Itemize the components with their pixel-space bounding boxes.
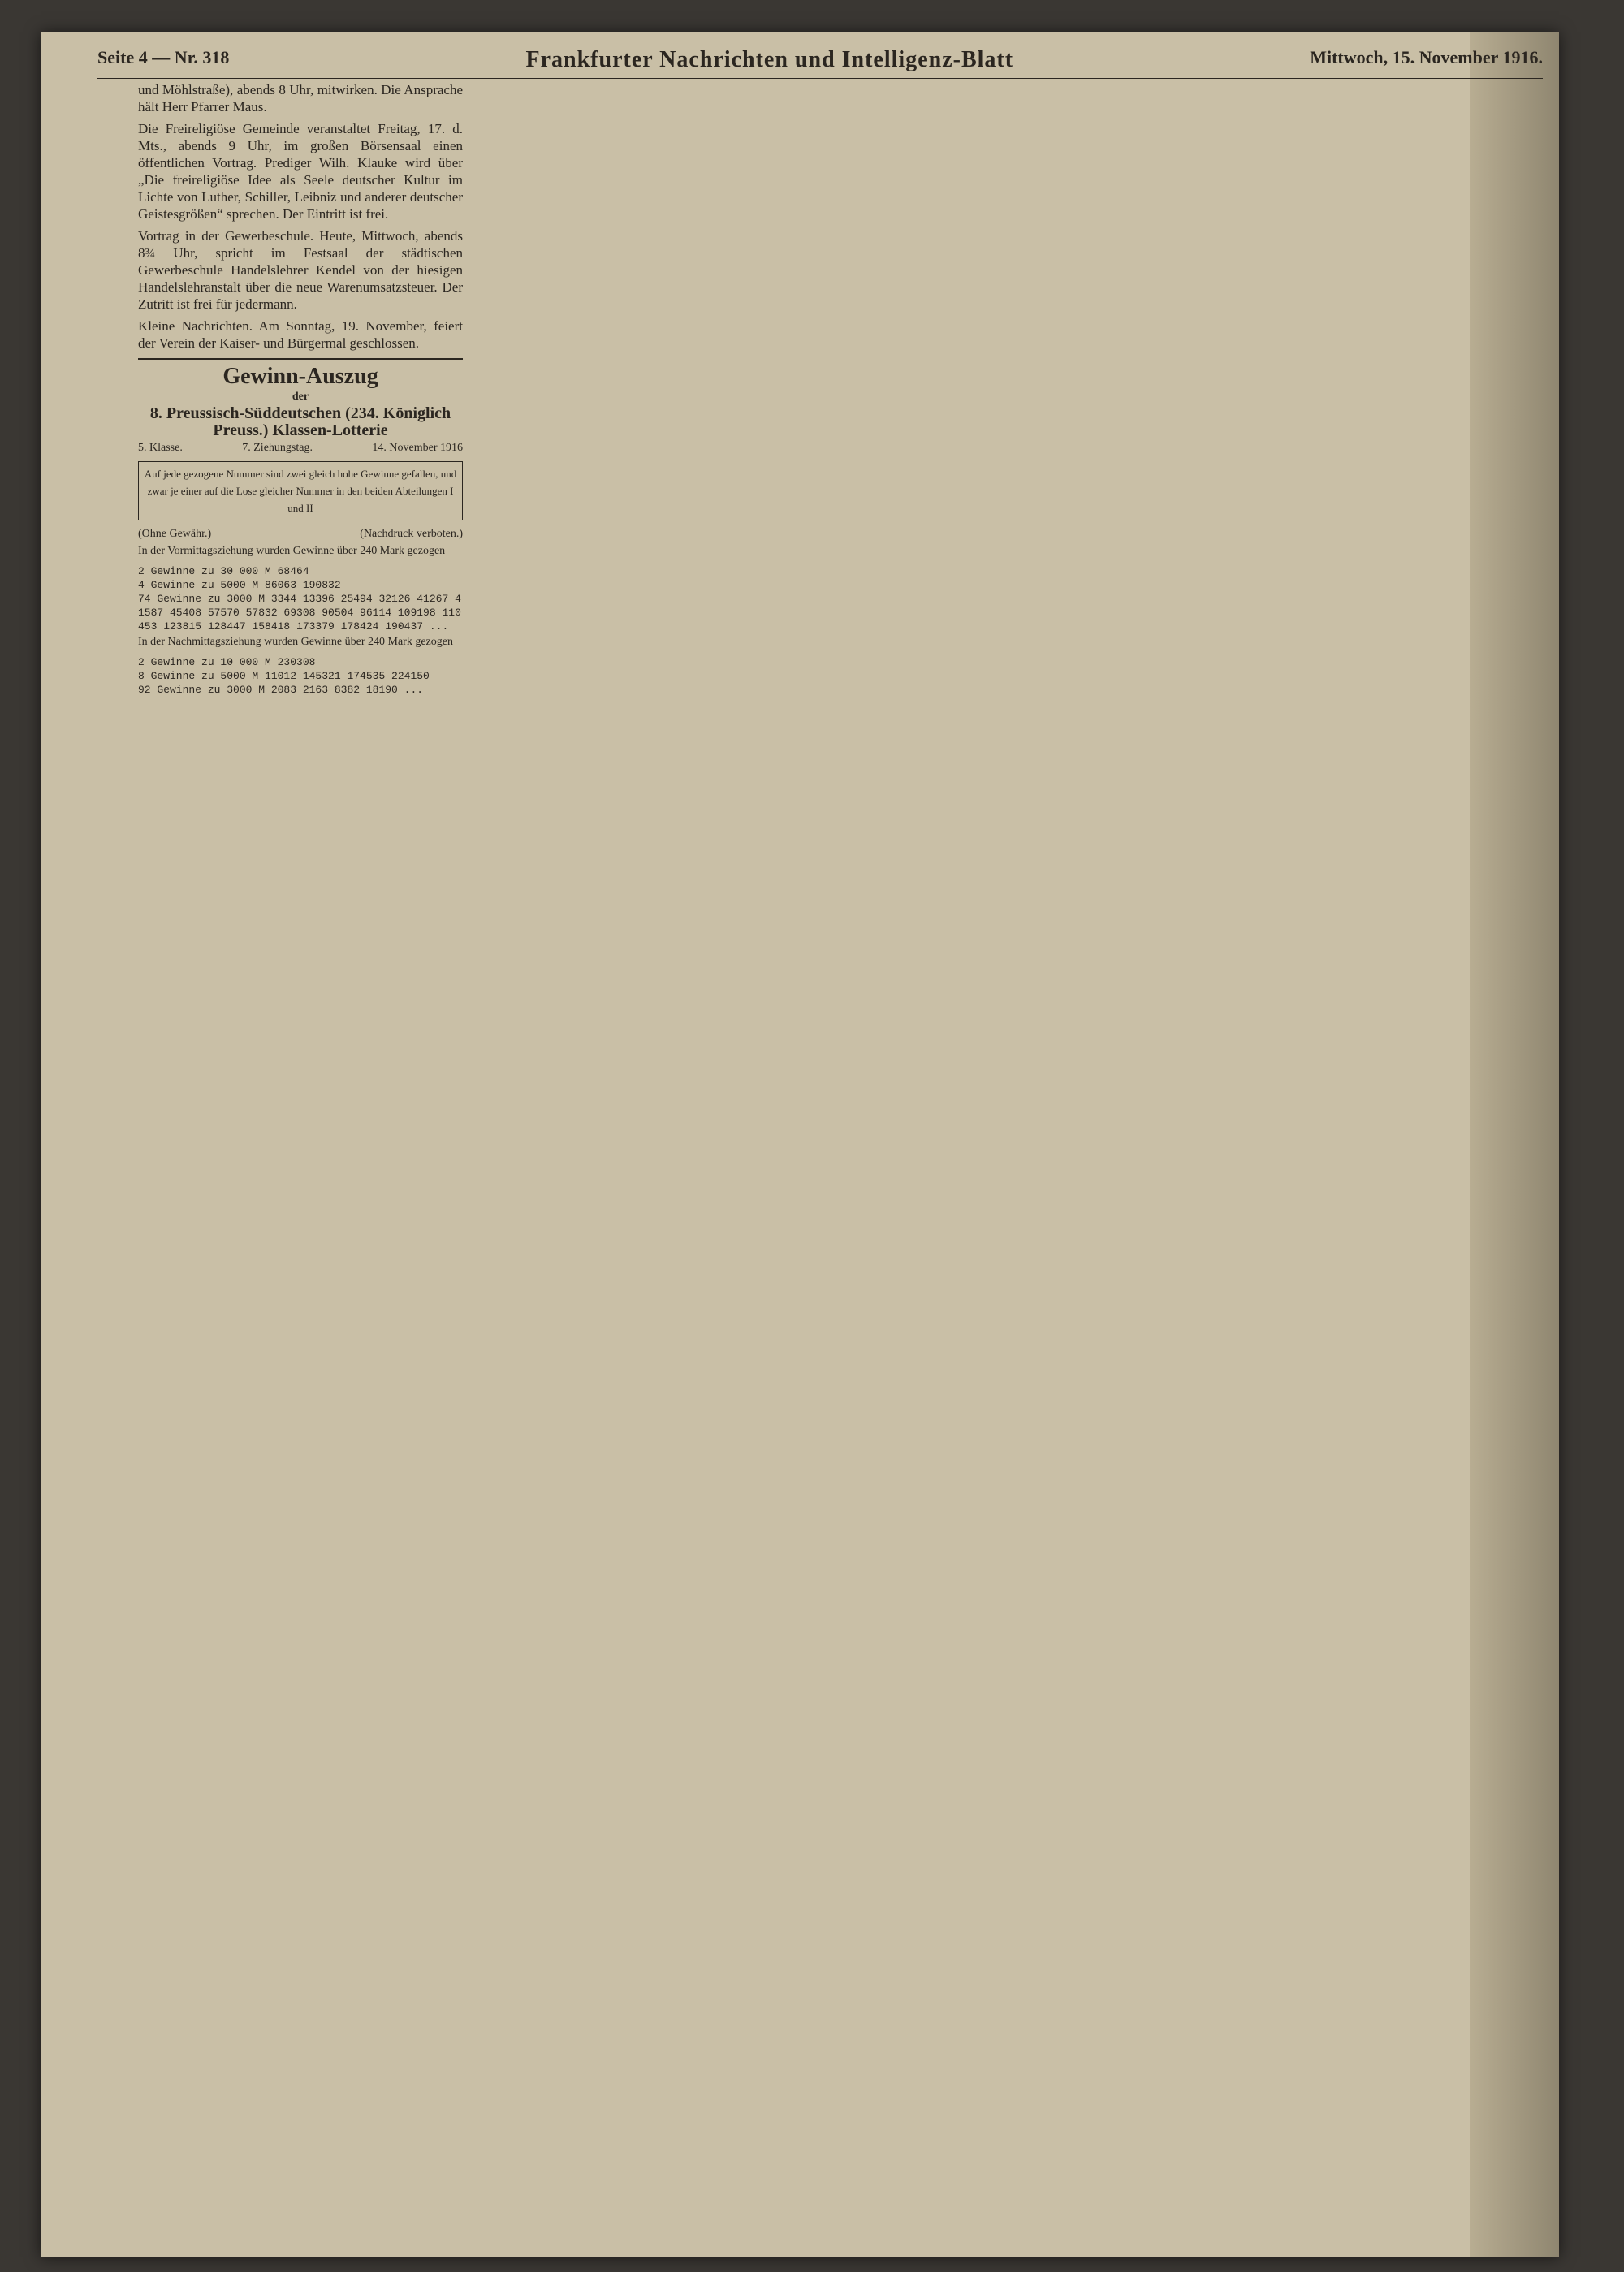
lottery-day: 7. Ziehungstag. <box>242 442 313 454</box>
lottery-note: Auf jede gezogene Nummer sind zwei gleich hohe Gewinne gefallen, und zwar je einer auf die Lose gleicher Nummer in den beiden Abteilungen I und II <box>138 461 463 520</box>
lottery-disclaimers <box>138 525 463 542</box>
column-1 <box>138 81 463 697</box>
lottery-date: 14. November 1916 <box>372 442 463 454</box>
article-paragraph: Die Freireligiöse Gemeinde veranstaltet Freitag, 17. d. Mts., abends 9 Uhr, im großen Börsensaal einen öffentlichen Vortrag. Prediger Wilh. Klauke wird über „Die freireligiöse Idee als Seele deutscher Kultur im Lichte von Luther, Schiller, Leibniz und anderer deutscher Geistesgrößen“ sprechen. Der Eintritt ist frei. <box>138 121 463 222</box>
lottery-class: 5. Klasse. <box>138 442 183 454</box>
page-number: Seite 4 — Nr. 318 <box>97 47 230 67</box>
morning-draw-heading: In der Vormittagsziehung wurden Gewinne über 240 Mark gezogen <box>138 545 446 557</box>
article-paragraph: Kleine Nachrichten. Am Sonntag, 19. November, feiert der Verein der Kaiser- und Bürgermal geschlossen. <box>138 318 463 351</box>
lottery-name: 8. Preussisch-Süddeutschen (234. Königlich Preuss.) Klassen-Lotterie <box>149 404 451 439</box>
reprint-forbidden: (Nachdruck verboten.) <box>360 528 463 540</box>
lottery-heading: Gewinn-Auszug <box>222 364 378 389</box>
lottery-der: der <box>292 391 309 403</box>
newspaper-title: Frankfurter Nachrichten und Intelligenz-Blatt <box>525 47 1014 72</box>
lottery-meta <box>138 439 463 456</box>
no-guarantee: (Ohne Gewähr.) <box>138 528 212 540</box>
article-paragraph: und Möhlstraße), abends 8 Uhr, mitwirken. Die Ansprache hält Herr Pfarrer Maus. <box>138 82 463 114</box>
page-spine <box>1470 32 1559 2257</box>
divider <box>138 358 463 360</box>
running-header <box>97 47 1543 80</box>
article-paragraph: Vortrag in der Gewerbeschule. Heute, Mittwoch, abends 8¾ Uhr, spricht im Festsaal der städtischen Gewerbeschule Handelslehrer Kendel von der hiesigen Handelslehranstalt über die neue Warenumsatzsteuer. Der Zutritt ist frei für jedermann. <box>138 228 463 312</box>
afternoon-draw-heading: In der Nachmittagsziehung wurden Gewinne über 240 Mark gezogen <box>138 636 453 648</box>
afternoon-draw-numbers: 2 Gewinne zu 10 000 M 230308 8 Gewinne zu 5000 M 11012 145321 174535 224150 92 Gewinne zu 3000 M 2083 2163 8382 18190 ... <box>138 656 430 696</box>
morning-draw-numbers: 2 Gewinne zu 30 000 M 68464 4 Gewinne zu 5000 M 86063 190832 74 Gewinne zu 3000 M 3344 13396 25494 32126 41267 41587 45408 57570 57832 69308 90504 96114 109198 110453 123815 128447 158418 173379 178424 190437 ... <box>138 565 461 633</box>
issue-date: Mittwoch, 15. November 1916. <box>1310 47 1543 67</box>
